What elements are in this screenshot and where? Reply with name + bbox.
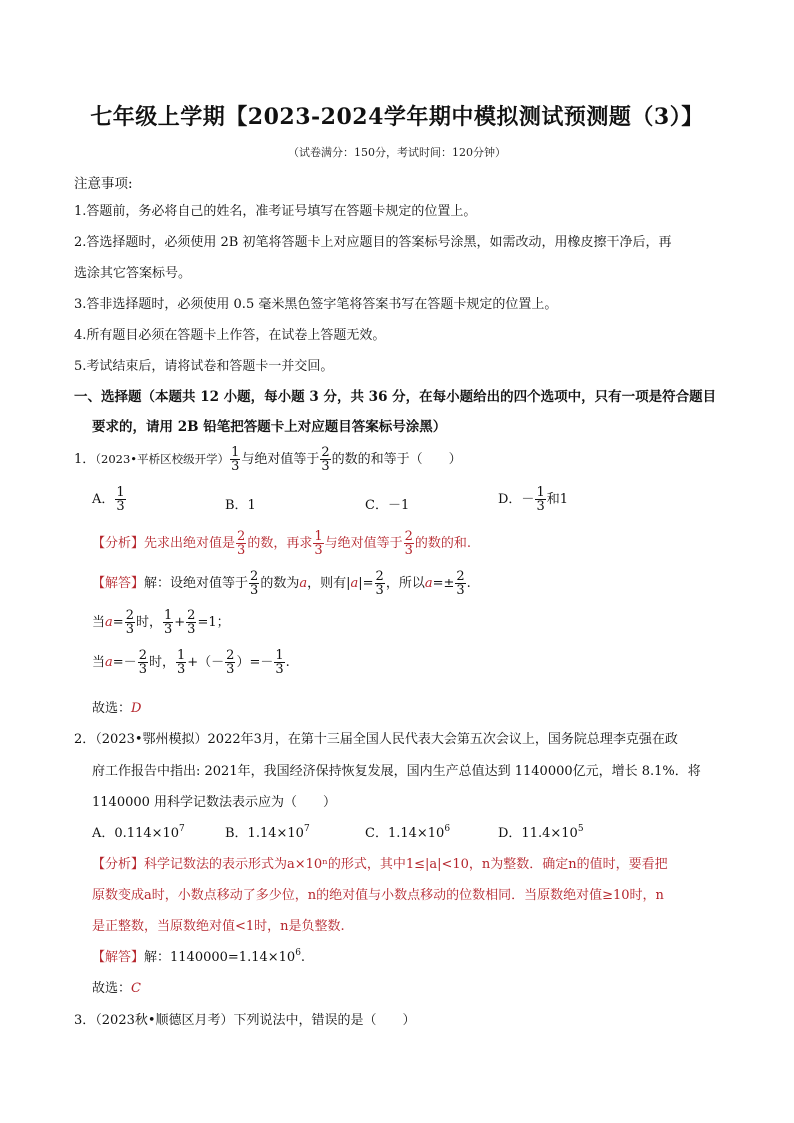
- note-item: 选涂其它答案标号。: [74, 266, 192, 281]
- analysis-tag: 【分析】: [92, 857, 145, 872]
- question-number: 1．: [74, 452, 96, 467]
- case-line: 当a=－ $\frac{2}{3}$ 时， $\frac{1}{3}$ +（－ $\frac{2}{3}$ ）=－ $\frac{1}{3}$ .: [92, 648, 290, 677]
- note-item: 3.答非选择题时，必须使用 0.5 毫米黑色签字笔将答案书写在答题卡规定的位置上。: [74, 297, 558, 312]
- option-b: B．1: [225, 498, 256, 513]
- question-number: 3．: [74, 1013, 96, 1028]
- note-item: 5.考试结束后，请将试卷和答题卡一并交回。: [74, 359, 334, 374]
- answer-block: 【解答】解：$1140000=1.14\times 10^6$.: [92, 948, 306, 965]
- fraction: $\frac{2}{3}$: [321, 445, 330, 474]
- fraction: $\frac{1}{3}$: [231, 445, 240, 474]
- analysis-block: 【分析】先求出绝对值是 $\frac{2}{3}$ 的数，再求 $\frac{1}{3}$ 与绝对值等于 $\frac{2}{3}$ 的数的和.: [92, 529, 472, 558]
- analysis-block: 【分析】科学记数法的表示形式为a×10ⁿ的形式，其中1≤|a|<10，n为整数．确定n的值时，要看把: [92, 857, 668, 872]
- note-item: 1.答题前，务必将自己的姓名，准考证号填写在答题卡规定的位置上。: [74, 204, 477, 219]
- question-1-stem: [74, 444, 462, 475]
- option-a: A．$0.114\times 10^7$: [92, 824, 185, 841]
- question-2-stem-cont: 1140000 用科学记数法表示应为（ ）: [92, 795, 337, 810]
- answer-block: 【解答】解：设绝对值等于 $\frac{2}{3}$ 的数为a，则有|a|= $\frac{2}{3}$ ，所以a=± $\frac{2}{3}$ .: [92, 569, 471, 598]
- question-number: 2．: [74, 732, 96, 747]
- answer-tag: 【解答】: [92, 950, 145, 965]
- section-heading: 一、选择题（本题共 12 小题，每小题 3 分，共 36 分，在每小题给出的四个选项中，只有一项是符合题目: [74, 389, 717, 405]
- section-heading-cont: 要求的，请用 2B 铅笔把答题卡上对应题目答案标号涂黑）: [92, 419, 447, 435]
- case-line: 当a= $\frac{2}{3}$ 时， $\frac{1}{3}$ + $\frac{2}{3}$ =1；: [92, 608, 230, 637]
- page-title: 七年级上学期【2023-2024学年期中模拟测试预测题（3）】: [90, 104, 704, 130]
- question-3-stem: 3．（2023秋•顺德区月考）下列说法中，错误的是（ ）: [74, 1013, 416, 1028]
- analysis-block-cont: 是正整数，当原数绝对值<1时，n是负整数.: [92, 919, 345, 934]
- option-a: A． $\frac{1}{3}$: [92, 485, 125, 514]
- answer-tag: 【解答】: [92, 576, 145, 591]
- question-2-stem: 2．（2023•鄂州模拟）2022年3月，在第十三届全国人民代表大会第五次会议上，国务院总理李克强在政: [74, 732, 678, 747]
- analysis-tag: 【分析】: [92, 536, 145, 551]
- analysis-block-cont: 原数变成a时，小数点移动了多少位，n的绝对值与小数点移动的位数相同．当原数绝对值≥10时，n: [92, 888, 664, 903]
- choice-line: 故选：D: [92, 701, 142, 716]
- option-c: C．$1.14\times 10^6$: [365, 824, 451, 841]
- page-subtitle: （试卷满分：150分，考试时间：120分钟）: [288, 146, 506, 159]
- question-2-stem-cont: 府工作报告中指出: 2021年，我国经济保持恢复发展，国内生产总值达到 1140000亿元，增长 8.1%．将: [92, 764, 701, 779]
- question-source: （2023•平桥区校级开学）: [95, 452, 230, 466]
- option-c: C．－1: [365, 498, 410, 513]
- option-d: D．－ $\frac{1}{3}$ 和1: [498, 485, 568, 514]
- option-b: B．$1.14\times 10^7$: [225, 824, 310, 841]
- stem-text: 的数的和等于（ ）: [331, 452, 462, 467]
- stem-text: 与绝对值等于: [241, 452, 320, 467]
- choice-line: 故选：C: [92, 981, 141, 996]
- note-item: 4.所有题目必须在答题卡上作答，在试卷上答题无效。: [74, 328, 386, 343]
- notes-heading: 注意事项:: [74, 176, 133, 192]
- option-d: D．$11.4\times 10^5$: [498, 824, 584, 841]
- note-item: 2.答选择题时，必须使用 2B 初笔将答题卡上对应题目的答案标号涂黑，如需改动，用橡皮擦干净后，再: [74, 235, 672, 250]
